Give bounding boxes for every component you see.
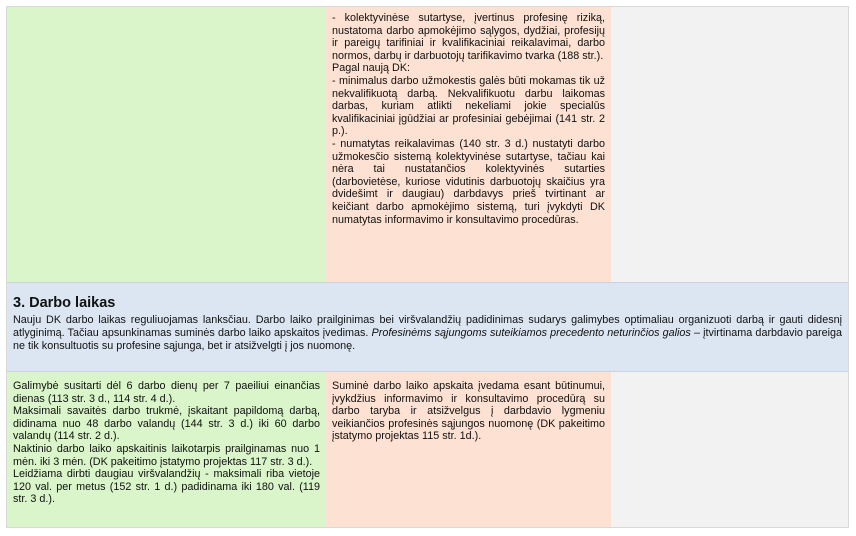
document-page — [6, 6, 849, 528]
cell-bottom-middle-text — [326, 372, 611, 443]
section-body — [13, 314, 842, 353]
section-row-darbo-laikas — [7, 282, 848, 372]
section-body-tail: – įtvirtinama darbdavio pareiga ne tik konsultuotis su profesine sąjunga, bet ir atsižvelgti į jos nuomonę. — [13, 327, 843, 352]
cell-bottom-middle — [326, 372, 611, 528]
cell-bottom-left-text — [7, 372, 326, 506]
paragraph: Maksimali savaitės darbo trukmė, įskaitant papildomą darbą, didinama nuo 48 darbo valandų (144 str. 3 d.) iki 60 darbo valandų (114 str. 2 d.). — [13, 405, 320, 443]
paragraph: Galimybė susitarti dėl 6 darbo dienų per 7 paeiliui einančias dienas (113 str. 3 d., 114 str. 4 d.). — [13, 380, 320, 405]
section-body-italic: Profesinėms sąjungoms suteikiamos precedento neturinčios galios — [371, 327, 691, 339]
table-row-bottom — [7, 372, 848, 528]
section-title: 3. Darbo laikas — [13, 295, 116, 311]
cell-top-middle-text — [326, 7, 611, 226]
cell-bottom-right — [611, 372, 848, 528]
paragraph: - minimalus darbo užmokestis galės būti mokamas tik už nekvalifikuotą darbą. Nekvalifikuotu darbu laikomas darbas, kuriam atlikti nekeliami jokie specialūs kvalifikaciniai įgūdžiai ar profesiniai gebėjimai (141 str. 2 p.). — [332, 74, 605, 138]
paragraph: Pagal naują DK: — [332, 62, 411, 75]
cell-top-middle — [326, 7, 611, 282]
cell-top-right — [611, 7, 848, 282]
paragraph: Leidžiama dirbti daugiau viršvalandžių - maksimali riba vietoje 120 val. per metus (152 str. 1 d.) padidinama iki 180 val. (119 str. 3 d.). — [13, 468, 320, 506]
cell-bottom-left — [7, 372, 326, 528]
cell-top-left — [7, 7, 326, 282]
table-row-top — [7, 7, 848, 282]
section-content — [7, 283, 848, 371]
paragraph: Suminė darbo laiko apskaita įvedama esant būtinumui, įvykdžius informavimo ir konsultavimo procedūrą su darbo taryba ir atsižvelgus į darbdavio lygmeniu veikiančios profesinės sąjungos nuomonę (DK pakeitimo įstatymo projektas 115 str. 1d.). — [332, 380, 605, 443]
paragraph: - numatytas reikalavimas (140 str. 3 d.) nustatyti darbo užmokesčio sistemą kolektyvinėse sutartyse, tačiau kai nėra tai nustatančios kolektyvinės sutarties (darbovietėse, kuriose vidutinis darbuotojų skaičius yra dvidešimt ir daugiau) darbdavys prieš tvirtinant ar keičiant darbo apmokėjimo sistemą, turi įvykdyti DK numatytas informavimo ir konsultavimo procedūras. — [332, 137, 605, 226]
paragraph: Naktinio darbo laiko apskaitinis laikotarpis prailginamas nuo 1 mėn. iki 3 mėn. (DK pakeitimo įstatymo projektas 117 str. 3 d.). — [13, 442, 320, 468]
paragraph: - kolektyvinėse sutartyse, įvertinus profesinę riziką, nustatoma darbo apmokėjimo sąlygos, dydžiai, profesijų ir pareigų tarifiniai ir kvalifikaciniai reikalavimai, darbo normos, darbų ir darbuotojų tarifikavimo tvarka (188 str.). — [332, 12, 605, 62]
section-body-normal: Nauju DK darbo laikas reguliuojamas lanksčiau. Darbo laiko prailginimas bei viršvalandžių padidinimas sudarys galimybes optimaliau organizuoti darbą ir gauti didesnį atlyginimą. Tačiau apsunkinamas suminės darbo laiko apskaitos įvedimas. — [13, 314, 842, 339]
